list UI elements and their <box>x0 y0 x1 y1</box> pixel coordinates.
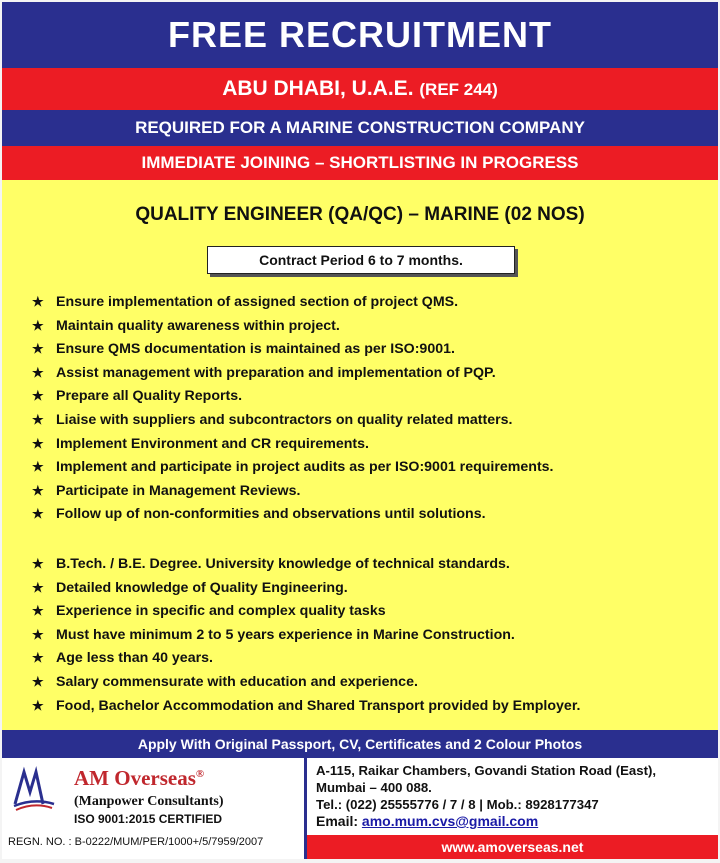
list-item-text: Detailed knowledge of Quality Engineering. <box>56 579 348 596</box>
list-item <box>32 670 708 694</box>
star-bullet-icon: ★ <box>32 506 44 522</box>
location-banner <box>2 68 718 110</box>
list-item-text: Age less than 40 years. <box>56 650 213 667</box>
list-item <box>32 646 708 670</box>
star-bullet-icon: ★ <box>32 626 44 642</box>
list-item-text: Participate in Management Reviews. <box>56 482 301 499</box>
list-item-text: Must have minimum 2 to 5 years experience in Marine Construction. <box>56 626 515 643</box>
location-text: ABU DHABI, U.A.E. <box>222 77 414 100</box>
list-item <box>32 694 708 718</box>
email-line <box>316 813 656 830</box>
list-item <box>32 290 708 314</box>
list-item-text: Food, Bachelor Accommodation and Shared Transport provided by Employer. <box>56 697 581 714</box>
list-item-text: Ensure implementation of assigned section of project QMS. <box>56 294 459 310</box>
star-bullet-icon: ★ <box>32 556 44 571</box>
star-bullet-icon: ★ <box>32 388 44 404</box>
company-type-banner: REQUIRED FOR A MARINE CONSTRUCTION COMPANY <box>2 110 718 146</box>
star-bullet-icon: ★ <box>32 459 44 475</box>
list-item <box>32 552 708 576</box>
footer <box>2 758 718 859</box>
star-bullet-icon: ★ <box>32 341 44 357</box>
list-item-text: Ensure QMS documentation is maintained as per ISO:9001. <box>56 341 455 358</box>
list-item-text: Implement and participate in project audits as per ISO:9001 requirements. <box>56 459 554 476</box>
address-line-2: Mumbai – 400 088. <box>316 780 432 795</box>
list-item-text: B.Tech. / B.E. Degree. University knowledge of technical standards. <box>56 556 510 572</box>
contract-period-box: Contract Period 6 to 7 months. <box>207 246 515 274</box>
list-item <box>32 455 708 479</box>
address-line-1: A-115, Raikar Chambers, Govandi Station Road (East), <box>316 763 657 778</box>
list-item <box>32 479 708 503</box>
list-item-text: Maintain quality awareness within project. <box>56 317 340 334</box>
star-bullet-icon: ★ <box>32 579 44 595</box>
website-link[interactable]: www.amoverseas.net <box>307 835 718 859</box>
star-bullet-icon: ★ <box>32 317 44 333</box>
recruitment-flyer <box>2 2 718 859</box>
list-item-text: Follow up of non-conformities and observations until solutions. <box>56 506 486 523</box>
list-item <box>32 361 708 385</box>
phone-numbers: Tel.: (022) 25555776 / 7 / 8 | Mob.: 8928177347 <box>316 797 599 812</box>
job-details-panel <box>2 180 718 730</box>
star-bullet-icon: ★ <box>32 673 44 689</box>
registration-number: REGN. NO. : B-0222/MUM/PER/1000+/5/7959/2007 <box>8 836 264 848</box>
company-logo-block <box>8 760 300 830</box>
list-item-text: Implement Environment and CR requirements. <box>56 435 369 452</box>
list-item-text: Prepare all Quality Reports. <box>56 388 243 405</box>
list-item <box>32 432 708 456</box>
list-item <box>32 623 708 647</box>
list-item <box>32 502 708 526</box>
responsibilities-list <box>32 290 708 526</box>
star-bullet-icon: ★ <box>32 482 44 498</box>
star-bullet-icon: ★ <box>32 435 44 451</box>
list-item <box>32 576 708 600</box>
star-bullet-icon: ★ <box>32 294 44 309</box>
main-title: FREE RECRUITMENT <box>2 2 718 68</box>
company-name: AM Overseas® <box>74 766 205 790</box>
list-item-text: Salary commensurate with education and experience. <box>56 673 418 690</box>
ref-number: (REF 244) <box>419 80 498 99</box>
list-item <box>32 314 708 338</box>
contact-details <box>316 762 656 830</box>
list-item-text: Assist management with preparation and implementation of PQP. <box>56 364 496 381</box>
company-subtitle: (Manpower Consultants) <box>74 794 224 809</box>
email-label: Email: <box>316 813 359 829</box>
list-item <box>32 599 708 623</box>
list-item <box>32 337 708 361</box>
am-logo-icon <box>12 764 56 812</box>
apply-banner: Apply With Original Passport, CV, Certificates and 2 Colour Photos <box>2 730 718 758</box>
list-item-text: Liaise with suppliers and subcontractors on quality related matters. <box>56 411 513 428</box>
star-bullet-icon: ★ <box>32 364 44 380</box>
joining-banner: IMMEDIATE JOINING – SHORTLISTING IN PROGRESS <box>2 146 718 180</box>
star-bullet-icon: ★ <box>32 411 44 427</box>
list-item <box>32 408 708 432</box>
requirements-list <box>32 552 708 717</box>
star-bullet-icon: ★ <box>32 603 44 619</box>
star-bullet-icon: ★ <box>32 697 44 713</box>
star-bullet-icon: ★ <box>32 650 44 666</box>
email-link[interactable]: amo.mum.cvs@gmail.com <box>361 813 539 829</box>
list-item <box>32 384 708 408</box>
job-title: QUALITY ENGINEER (QA/QC) – MARINE (02 NOS) <box>135 204 585 225</box>
iso-certification: ISO 9001:2015 CERTIFIED <box>74 812 223 826</box>
list-item-text: Experience in specific and complex quality tasks <box>56 603 386 620</box>
